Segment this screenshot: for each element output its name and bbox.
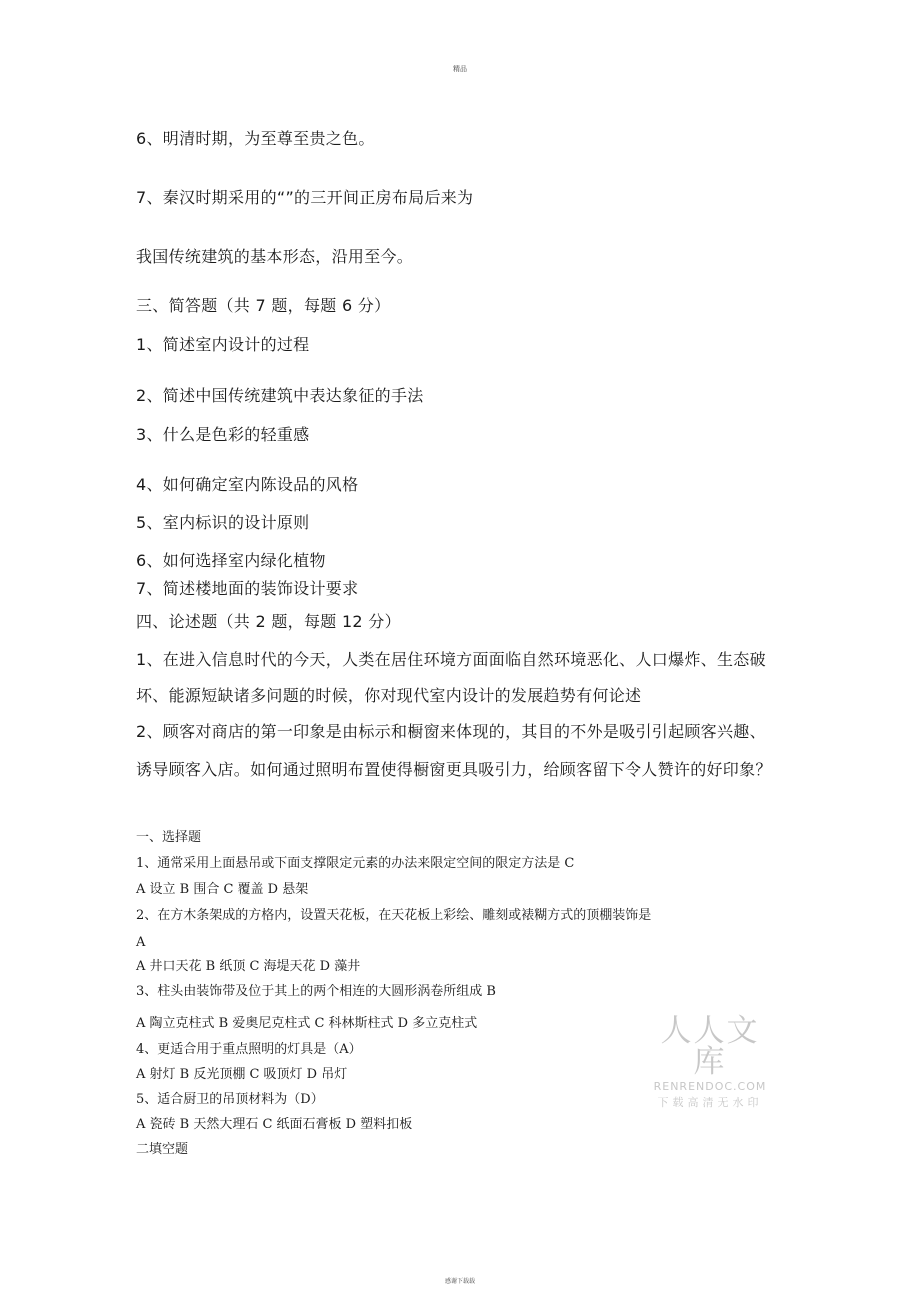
watermark-title: 人人文库: [660, 1013, 760, 1080]
answer-line-10: 5、适合厨卫的吊顶材料为（D）: [136, 1092, 324, 1107]
answer-line-6: 3、柱头由装饰带及位于其上的两个相连的大圆形涡卷所组成 B: [136, 984, 496, 999]
watermark-url: RENRENDOC.COM: [653, 1080, 767, 1093]
essay-question-1-line-2: 坏、能源短缺诸多问题的时候，你对现代室内设计的发展趋势有何论述: [136, 686, 642, 705]
answer-line-11: A 瓷砖 B 天然大理石 C 纸面石膏板 D 塑料扣板: [136, 1117, 413, 1132]
answer-line-9: A 射灯 B 反光顶棚 C 吸顶灯 D 吊灯: [136, 1067, 348, 1082]
essay-question-2-line-1: 2、顾客对商店的第一印象是由标示和橱窗来体现的，其目的不外是吸引引起顾客兴趣、: [136, 722, 766, 741]
answer-line-7: A 陶立克柱式 B 爱奥尼克柱式 C 科林斯柱式 D 多立克柱式: [136, 1016, 478, 1031]
short-answer-item-2: 2、简述中国传统建筑中表达象征的手法: [136, 386, 424, 405]
fill-in-question-7-line-1: 7、秦汉时期采用的“”的三开间正房布局后来为: [136, 188, 474, 207]
short-answer-item-3: 3、什么是色彩的轻重感: [136, 425, 310, 444]
answer-line-1: 1、通常采用上面悬吊或下面支撑限定元素的办法来限定空间的限定方法是 C: [136, 856, 575, 871]
page-header-mark: 精品: [453, 65, 467, 73]
essay-heading: 四、论述题（共 2 题，每题 12 分）: [136, 612, 401, 631]
fill-in-heading: 二填空题: [136, 1142, 189, 1157]
short-answer-item-4: 4、如何确定室内陈设品的风格: [136, 475, 359, 494]
short-answer-item-6: 6、如何选择室内绿化植物: [136, 551, 326, 570]
watermark-subtitle: 下载高清无水印: [657, 1096, 763, 1109]
essay-question-1-line-1: 1、在进入信息时代的今天，人类在居住环境方面面临自然环境恶化、人口爆炸、生态破: [136, 650, 766, 669]
fill-in-question-7-line-2: 我国传统建筑的基本形态，沿用至今。: [136, 247, 414, 266]
page-footer-mark: 感谢下载载: [444, 1278, 475, 1285]
answer-line-8: 4、更适合用于重点照明的灯具是（A）: [136, 1042, 362, 1057]
answer-line-3: 2、在方木条架成的方格内，设置天花板，在天花板上彩绘、雕刻或裱糊方式的顶棚装饰是: [136, 908, 652, 923]
essay-question-2-line-2: 诱导顾客入店。如何通过照明布置使得橱窗更具吸引力，给顾客留下令人赞许的好印象？: [136, 760, 772, 779]
answer-line-5: A 井口天花 B 纸顶 C 海堤天花 D 藻井: [136, 959, 361, 974]
answers-heading: 一、选择题: [136, 830, 202, 845]
short-answer-heading: 三、简答题（共 7 题，每题 6 分）: [136, 296, 391, 315]
short-answer-item-1: 1、简述室内设计的过程: [136, 335, 310, 354]
short-answer-item-7: 7、简述楼地面的装饰设计要求: [136, 579, 359, 598]
answer-line-4: A: [136, 935, 146, 950]
short-answer-item-5: 5、室内标识的设计原则: [136, 513, 310, 532]
fill-in-question-6: 6、明清时期，为至尊至贵之色。: [136, 129, 375, 148]
answer-line-2: A 设立 B 围合 C 覆盖 D 悬架: [136, 882, 309, 897]
watermark: [648, 1013, 772, 1110]
